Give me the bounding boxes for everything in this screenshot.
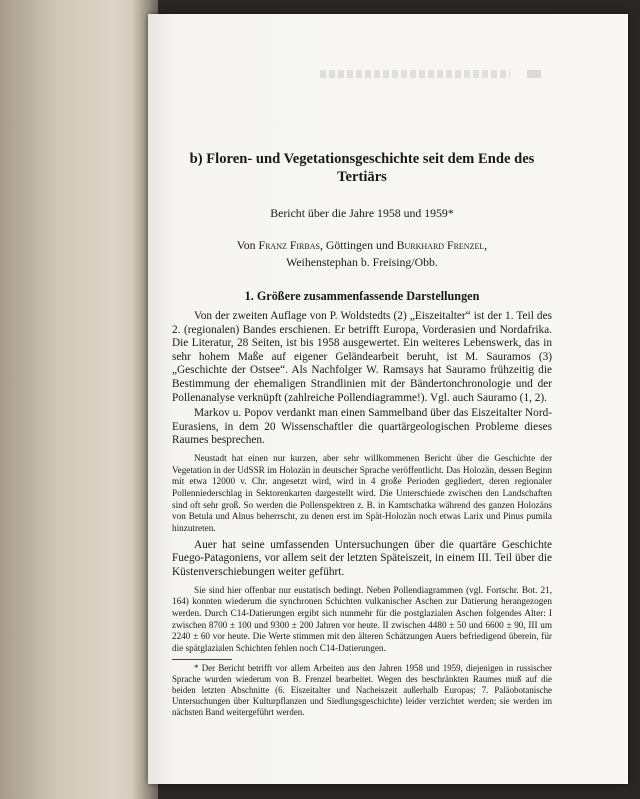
authors-line	[172, 237, 552, 271]
footnote: * Der Bericht betrifft vor allem Arbeiten aus den Jahren 1958 und 1959, diejenigen in russischer Sprache wurden wiederum von B. Frenzel bearbeitet. Wegen des beschränkten Raumes muß auf die beiden letzten Abschnitte (6. Eiszeitalter und Nacheiszeit außerhalb Europas; 7. Paläobotanische Untersuchungen über Kulturpflanzen und Siedlungsgeschichte) leider verzichtet werden; sie werden im nächsten Band weitergeführt werden.	[172, 662, 552, 718]
smallprint-auer-details: Sie sind hier offenbar nur eustatisch bedingt. Neben Pollendiagrammen (vgl. Fortschr. Bot. 21, 164) konnten wiederum die synchronen Schichten vulkanischer Aschen zur Datierung herangezogen werden. Durch C14-Datierungen ergibt sich nunmehr für die postglazialen Aschen folgendes Alter: I zwischen 8700 ± 100 und 9300 ± 200 Jahren vor heute. II zwischen 4480 ± 50 und 6600 ± 90, III um 2240 ± 60 vor heute. Die Werte stimmen mit den älteren Schätzungen Auers befriedigend überein, für die spätglazialen Schichten fehlen noch C14-Datierungen.	[172, 584, 552, 654]
author2-place: ,	[484, 238, 488, 252]
author-frenzel: Burkhard Frenzel	[396, 238, 485, 252]
chapter-title: b) Floren- und Vegetationsgeschichte seit dem Ende des Tertiärs	[189, 151, 535, 185]
smallprint-neustadt: Neustadt hat einen nur kurzen, aber sehr willkommenen Bericht über die Geschichte der Vegetation in der UdSSR im Holozän in deutscher Sprache veröffentlicht. Das Holozän, dessen Beginn mit etwa 12000 v. Chr. angesetzt wird, wird in 4 große Perioden gegliedert, deren regionaler Pollenniederschlag in Sektorenkarten dargestellt wird. Die Unterschiede zwischen den Landschaften sind oft sehr groß. So werden die Pollenspektren z. B. in Kamtschatka während des ganzen Holozäns von Betula und Alnus beherrscht, zu denen erst im Spät-Holozän noch etwas Larix und Pinus pumila hinzutreten.	[172, 452, 552, 534]
author-place-line2: Weihenstephan b. Freising/Obb.	[286, 255, 438, 269]
paragraph-woldstedt: Von der zweiten Auflage von P. Woldstedts (2) „Eiszeitalter“ ist der 1. Teil des 2. (regionalen) Bandes erschienen. Er betrifft Europa, Vorderasien und Nordafrika. Die Literatur, 28 Seiten, ist bis 1958 ausgewertet. Ein weiteres Lebenswerk, das in sehr hohem Maße auf eigener Geländearbeit beruht, ist M. Sauramos (3) „Geschichte der Ostsee“. Als Nachfolger W. Ramsays hat Sauramo frühzeitig die Bestimmung der ehemaligen Strandlinien mit der Bändertonchronologie und der Pollenanalyse verknüpft (zahlreiche Pollendiagramme!). Vgl. auch Sauramo (1, 2).	[172, 310, 552, 404]
author-prefix: Von	[236, 238, 256, 252]
paragraph-markov: Markov u. Popov verdankt man einen Sammelband über das Eiszeitalter Nord-Eurasiens, in dem 20 Wissenschaftler die quartärgeologischen Probleme dieses Raumes besprechen.	[172, 407, 552, 447]
footnote-rule	[172, 659, 232, 660]
author-firbas: Franz Firbas	[258, 238, 320, 252]
page-content	[172, 150, 552, 718]
running-header-bleedthrough	[320, 70, 510, 78]
author1-place: , Göttingen und	[319, 238, 394, 252]
page-number-bleedthrough	[527, 70, 541, 78]
section-heading: 1. Größere zusammenfassende Darstellungen	[244, 289, 480, 303]
paragraph-auer: Auer hat seine umfassenden Untersuchungen über die quartäre Geschichte Fuego-Patagoniens, vor allem seit der letzten Späteiszeit, in einem III. Teil über die Küstenverschiebungen weiter geführt.	[172, 538, 552, 579]
report-subtitle: Bericht über die Jahre 1958 und 1959*	[270, 206, 454, 220]
